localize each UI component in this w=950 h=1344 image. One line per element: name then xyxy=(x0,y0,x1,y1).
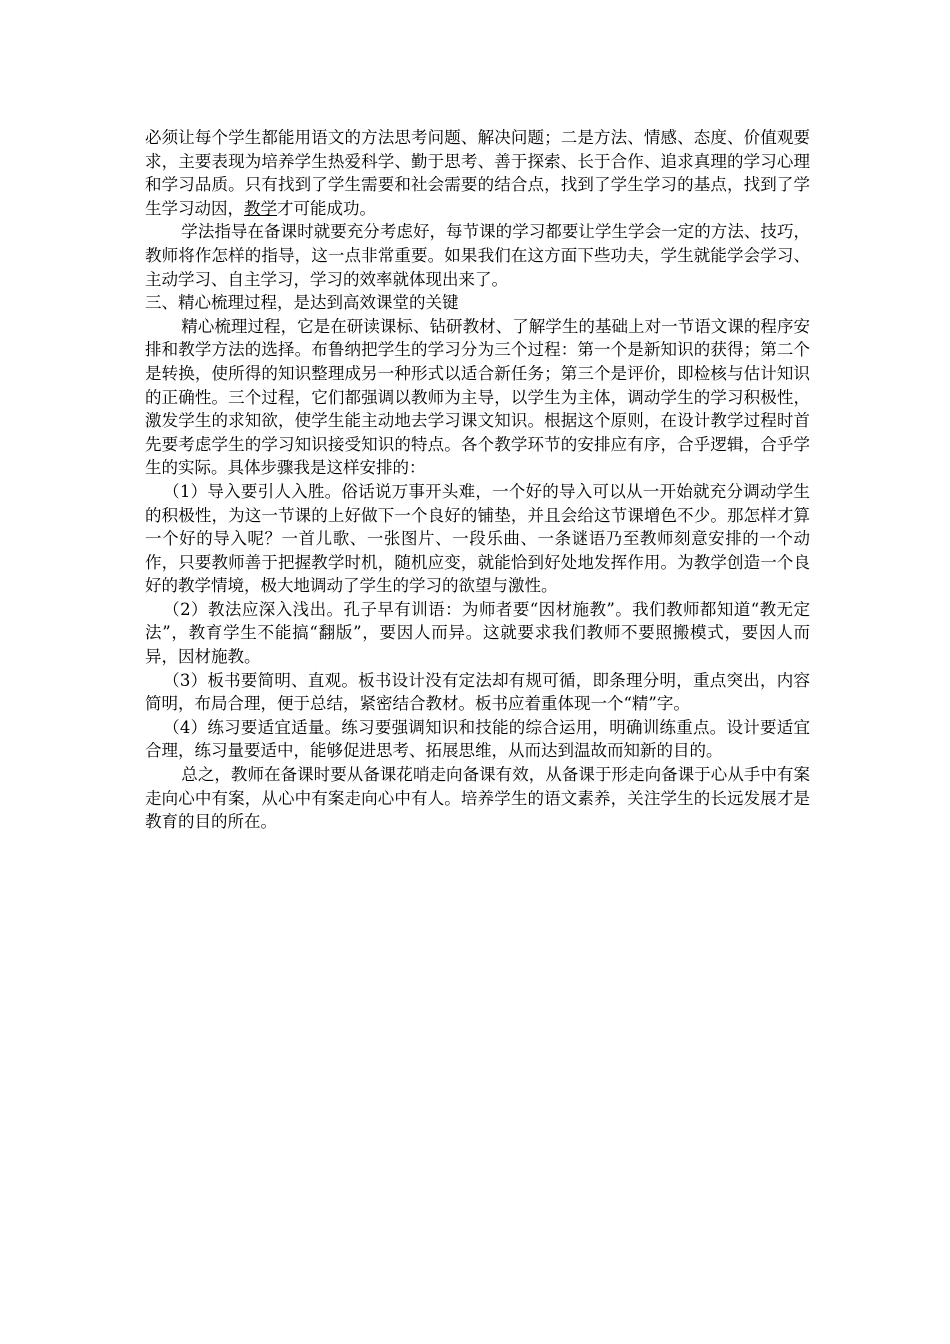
list-item-4: （4）练习要适宜适量。练习要强调知识和技能的综合运用，明确训练重点。设计要适宜合理，练习量要适中，能够促进思考、拓展思维，从而达到温故而知新的目的。 xyxy=(145,717,810,761)
list-item-3: （3）板书要简明、直观。板书设计没有定法却有规可循，即条理分明，重点突出，内容简明，布局合理，便于总结，紧密结合教材。板书应着重体现一个“精”字。 xyxy=(145,670,810,714)
section-heading-3: 三、精心梳理过程，是达到高效课堂的关键 xyxy=(145,293,459,313)
document-body xyxy=(145,126,810,834)
paragraph-1-text: 必须让每个学生都能用语文的方法思考问题、解决问题；二是方法、情感、态度、价值观要求，主要表现为培养学生热爱科学、勤于思考、善于探索、长于合作、追求真理的学习心理和学习品质。只有找到了学生需要和社会需要的结合点，找到了学生学习的基点，找到了学生学习动因， xyxy=(145,128,810,218)
conclusion-paragraph: 总之，教师在备课时要从备课花哨走向备课有效，从备课于形走向备课于心从手中有案走向心中有案，从心中有案走向心中有人。培养学生的语文素养，关注学生的长远发展才是教育的目的所在。 xyxy=(145,765,810,832)
teaching-link[interactable]: 教学 xyxy=(244,198,277,218)
paragraph-3: 精心梳理过程，它是在研读课标、钻研教材、了解学生的基础上对一节语文课的程序安排和教学方法的选择。布鲁纳把学生的学习分为三个过程：第一个是新知识的获得；第二个是转换，使所得的知识整理成另一种形式以适合新任务；第三个是评价，即检核与估计知识的正确性。三个过程，它们都强调以教师为主导，以学生为主体，调动学生的学习积极性，激发学生的求知欲，使学生能主动地去学习课文知识。根据这个原则，在设计教学过程时首先要考虑学生的学习知识接受知识的特点。各个教学环节的安排应有序，合乎逻辑，合乎学生的实际。具体步骤我是这样安排的： xyxy=(145,316,810,478)
list-item-1: （1）导入要引人入胜。俗话说万事开头难，一个好的导入可以从一开始就充分调动学生的积极性，为这一节课的上好做下一个良好的铺垫，并且会给这节课增色不少。那怎样才算一个好的导入呢？一首儿歌、一张图片、一段乐曲、一条谜语乃至教师刻意安排的一个动作，只要教师善于把握教学时机，随机应变，就能恰到好处地发挥作用。为教学创造一个良好的教学情境，极大地调动了学生的学习的欲望与激性。 xyxy=(145,481,810,596)
paragraph-1-tail: 才可能成功。 xyxy=(277,198,376,218)
paragraph-2: 学法指导在备课时就要充分考虑好，每节课的学习都要让学生学会一定的方法、技巧，教师将作怎样的指导，这一点非常重要。如果我们在这方面下些功夫，学生就能学会学习、主动学习、自主学习，学习的效率就体现出来了。 xyxy=(145,222,810,289)
paragraph-1 xyxy=(145,126,810,220)
list-item-2: （2）教法应深入浅出。孔子早有训语：为师者要“因材施教”。我们教师都知道“教无定法”，教育学生不能搞“翻版”，要因人而异。这就要求我们教师不要照搬模式，要因人而异，因材施教。 xyxy=(145,599,810,667)
